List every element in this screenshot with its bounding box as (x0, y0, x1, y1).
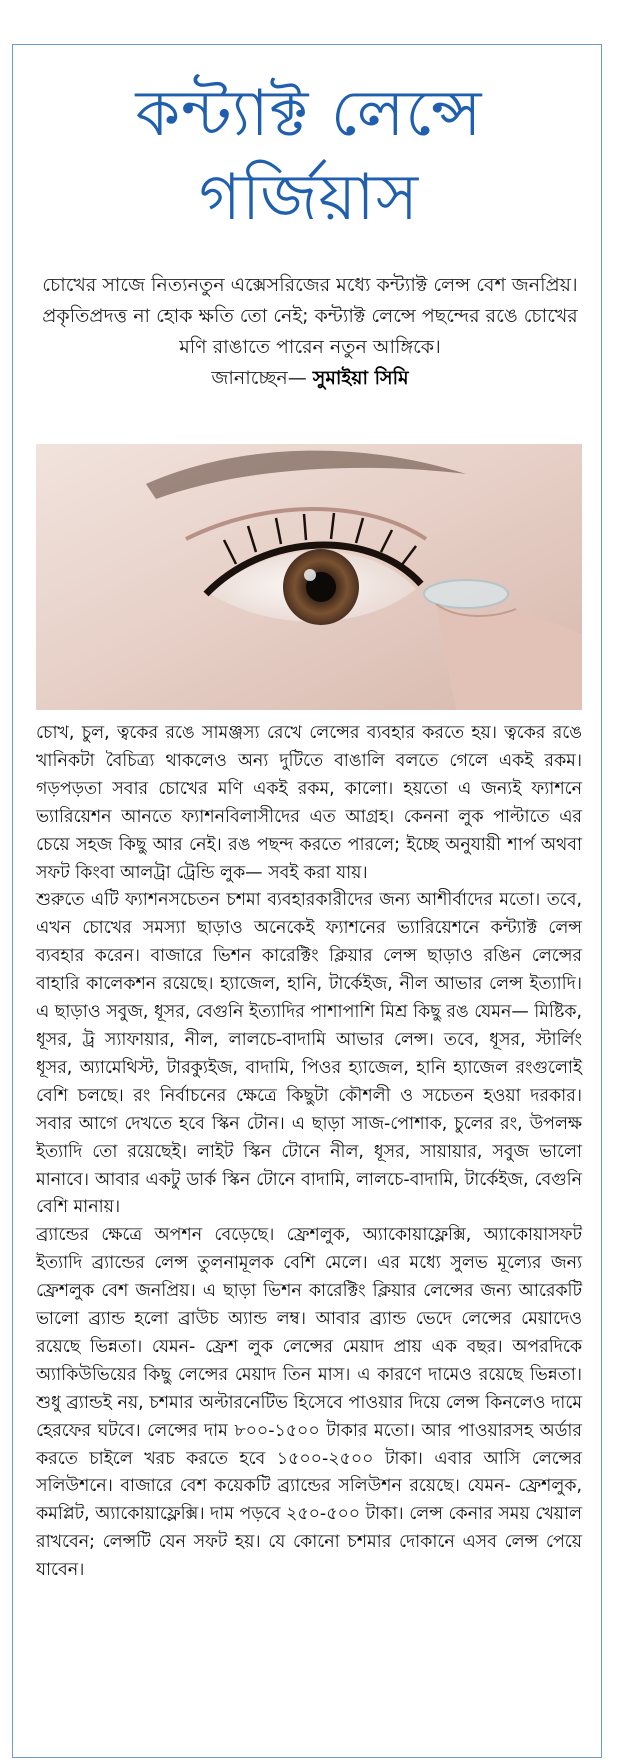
article-body (36, 720, 582, 1585)
byline (40, 363, 580, 394)
eye-contact-lens-photo (36, 444, 582, 710)
body-paragraph-1: চোখ, চুল, ত্বকের রঙে সামঞ্জস্য রেখে লেন্সের ব্যবহার করতে হয়। ত্বকের রঙে খানিকটা বৈচিত্র্য থাকলেও অন্য দুটিতে বাঙালি বলতে গেলে একই রকম। গড়পড়তা সবার চোখের মণি একই রকম, কালো। হয়তো এ জন্যই ফ্যাশনে ভ্যারিয়েশন আনতে ফ্যাশনবিলাসীদের এত আগ্রহ। কেননা লুক পাল্টাতে এর চেয়ে সহজ কিছু আর নেই। রঙ পছন্দ করতে পারলে; ইচ্ছে অনুযায়ী শার্প অথবা সফট কিংবা আলট্রা ট্রেন্ডি লুক— সবই করা যায়। (36, 723, 582, 883)
headline-line-2: গর্জিয়াস (198, 161, 420, 235)
author-name: সুমাইয়া সিমি (312, 367, 409, 389)
body-paragraph-2: শুরুতে এটি ফ্যাশনসচেতন চশমা ব্যবহারকারীদের জন্য আশীর্বাদের মতো। তবে, এখন চোখের সমস্যা ছাড়াও অনেকেই ফ্যাশনের ভ্যারিয়েশনে কন্ট্যাক্ট লেন্স ব্যবহার করেন। বাজারে ভিশন কারেক্টিং ক্লিয়ার লেন্স ছাড়াও রঙিন লেন্সের বাহারি কালেকশন রয়েছে। হ্যাজেল, হানি, টার্কেইজ, নীল আভার লেন্স ইত্যাদি। এ ছাড়াও সবুজ, ধূসর, বেগুনি ইত্যাদির পাশাপাশি মিশ্র কিছু রঙ যেমন— মিষ্টিক, ধূসর, ট্র স্যাফায়ার, নীল, লালচে-বাদামি আভার লেন্স। তবে, ধূসর, স্টার্লিং ধূসর, অ্যামেথিস্ট, টারক্যুইজ, বাদামি, পিওর হ্যাজেল, হানি হ্যাজেল রংগুলোই বেশি চলছে। রং নির্বাচনের ক্ষেত্রে কিছুটা কৌশলী ও সচেতন হওয়া দরকার। সবার আগে দেখতে হবে স্কিন টোন। এ ছাড়া সাজ-পোশাক, চুলের রং, উপলক্ষ ইত্যাদি তো রয়েছেই। লাইট স্কিন টোনে নীল, ধূসর, সায়ায়ার, সবুজ ভালো মানাবে। আবার একটু ডার্ক স্কিন টোনে বাদামি, লালচে-বাদামি, টার্কেইজ, বেগুনি বেশি মানায়। (36, 890, 582, 1218)
headline-line-1: কন্ট্যাক্ট লেন্সে (135, 77, 483, 151)
byline-prefix: জানাচ্ছেন— (211, 367, 307, 389)
intro-paragraph: চোখের সাজে নিত্যনতুন এক্সেসরিজের মধ্যে কন্ট্যাক্ট লেন্স বেশ জনপ্রিয়। প্রকৃতিপ্রদত্ত না হোক ক্ষতি তো নেই; কন্ট্যাক্ট লেন্সে পছন্দের রঙে চোখের মণি রাঙাতে পারেন নতুন আঙ্গিকে। (42, 274, 578, 358)
intro-text (40, 270, 580, 394)
body-paragraph-3: ব্র্যান্ডের ক্ষেত্রে অপশন বেড়েছে। ফ্রেশলুক, অ্যাকোয়াফ্লেক্সি, অ্যাকোয়াসফট ইত্যাদি ব্র্যান্ডের লেন্স তুলনামূলক বেশি মেলে। এর মধ্যে সুলভ মূল্যের জন্য ফ্রেশলুক বেশ জনপ্রিয়। এ ছাড়া ভিশন কারেক্টিং ক্লিয়ার লেন্সের জন্য আরেকটি ভালো ব্র্যান্ড হলো ব্রাউচ অ্যান্ড লম্ব। আবার ব্র্যান্ড ভেদে লেন্সের মেয়াদেও রয়েছে ভিন্নতা। যেমন- ফ্রেশ লুক লেন্সের মেয়াদ প্রায় এক বছর। অপরদিকে অ্যাকিউভিয়ের কিছু লেন্সের মেয়াদ তিন মাস। এ কারণে দামেও রয়েছে ভিন্নতা। শুধু ব্র্যান্ডই নয়, চশমার অল্টারনেটিভ হিসেবে পাওয়ার দিয়ে লেন্স কিনলেও দামে হেরফের ঘটবে। লেন্সের দাম ৮০০-১৫০০ টাকার মতো। আর পাওয়ারসহ অর্ডার করতে চাইলে খরচ করতে হবে ১৫০০-২৫০০ টাকা। এবার আসি লেন্সের সলিউশনে। বাজারে বেশ কয়েকটি ব্র্যান্ডের সলিউশন রয়েছে। যেমন- ফ্রেশলুক, কমপ্লিট, অ্যাকোয়াফ্লেক্সি। দাম পড়বে ২৫০-৫০০ টাকা। লেন্স কেনার সময় খেয়াল রাখবেন; লেন্সটি যেন সফট হয়। যে কোনো চশমার দোকানে এসব লেন্স পেয়ে যাবেন। (36, 1225, 582, 1581)
eye-illustration (36, 444, 582, 710)
eye-highlight (304, 569, 316, 581)
